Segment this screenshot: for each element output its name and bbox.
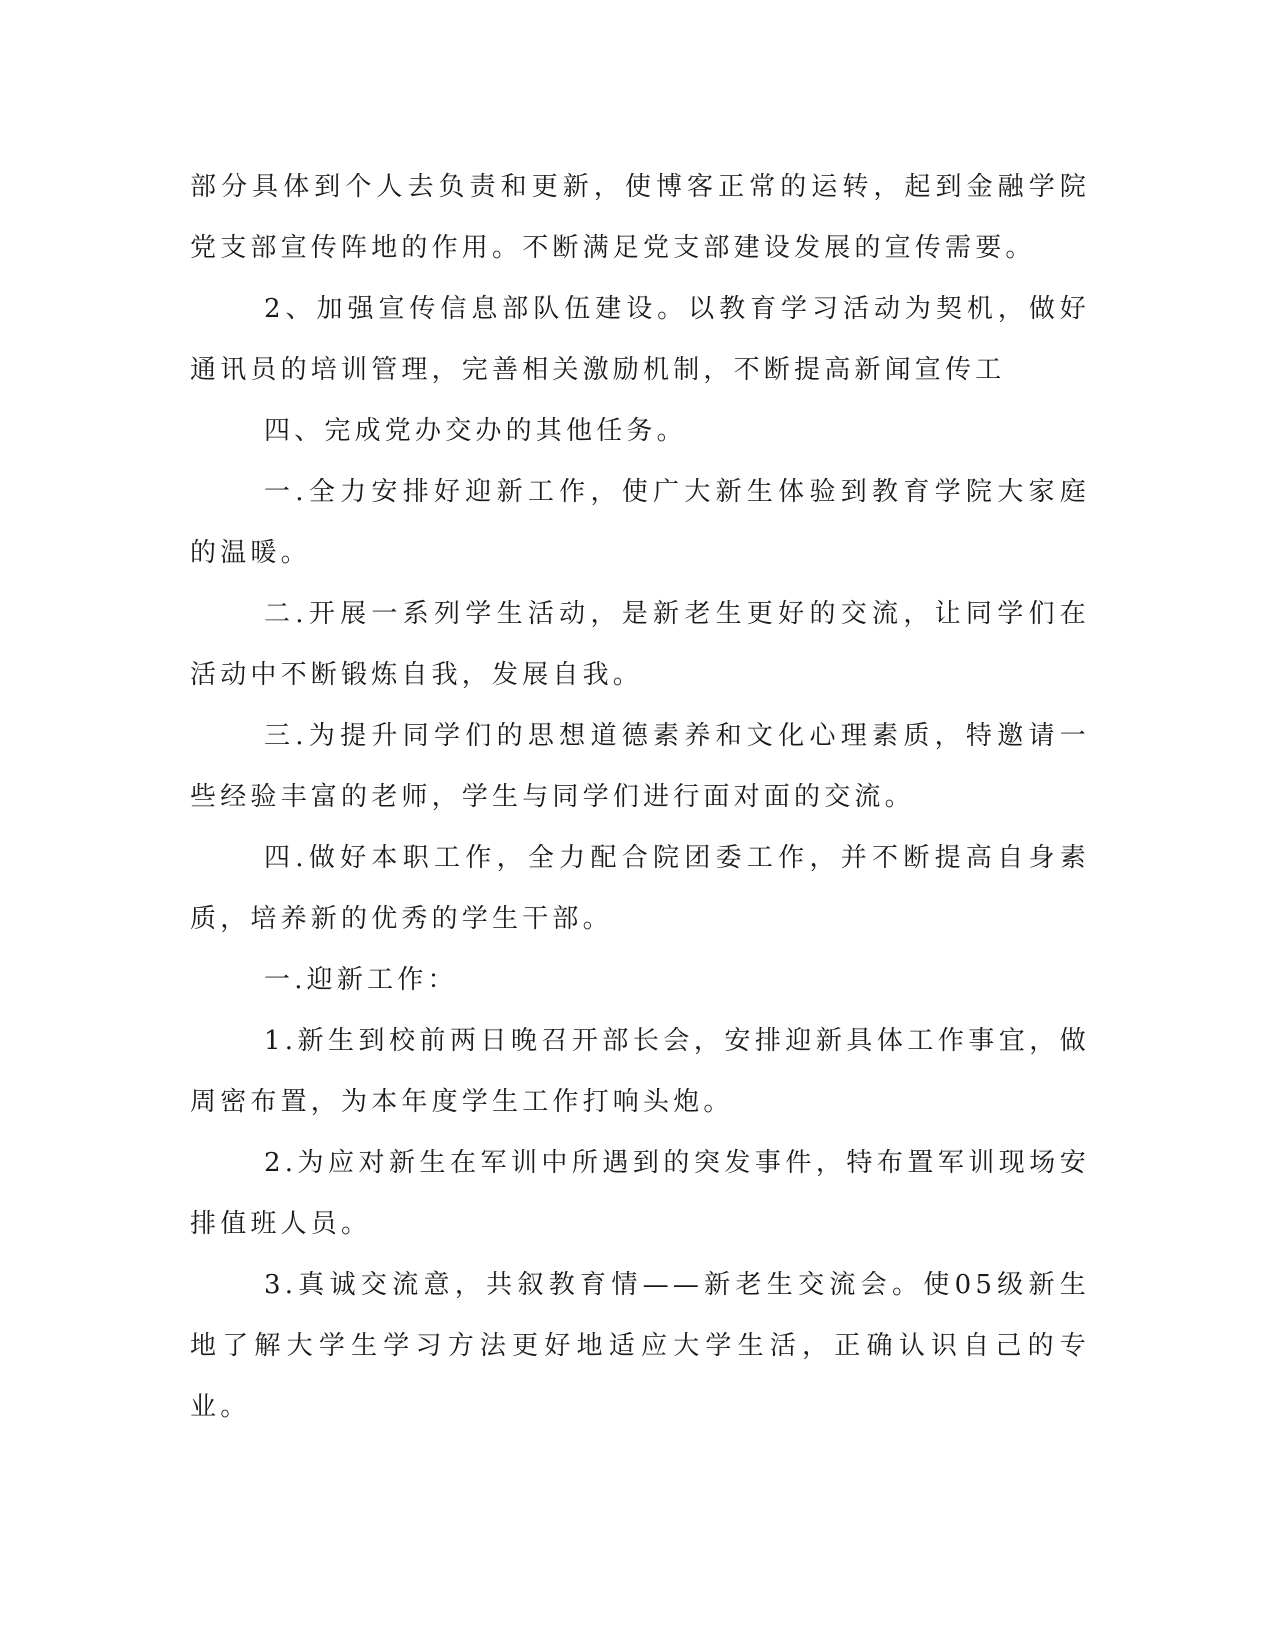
paragraph-4: 一.全力安排好迎新工作，使广大新生体验到教育学院大家庭的温暖。 xyxy=(190,477,1090,568)
paragraph-8: 一.迎新工作： xyxy=(264,965,458,995)
paragraph-1: 部分具体到个人去负责和更新，使博客正常的运转，起到金融学院党支部宣传阵地的作用。不断满足党支部建设发展的宣传需要。 xyxy=(190,172,1090,263)
paragraph-7: 四.做好本职工作，全力配合院团委工作，并不断提高自身素质，培养新的优秀的学生干部。 xyxy=(190,843,1090,934)
paragraph-9: 1.新生到校前两日晚召开部长会，安排迎新具体工作事宜，做周密布置，为本年度学生工作打响头炮。 xyxy=(190,1026,1090,1117)
paragraph-11: 3.真诚交流意，共叙教育情——新老生交流会。使05级新生地了解大学生学习方法更好地适应大学生活，正确认识自己的专业。 xyxy=(190,1270,1090,1422)
paragraph-2: 2、加强宣传信息部队伍建设。以教育学习活动为契机，做好通讯员的培训管理，完善相关激励机制，不断提高新闻宣传工 xyxy=(190,294,1090,385)
document-body xyxy=(190,157,1090,1438)
paragraph-10: 2.为应对新生在军训中所遇到的突发事件，特布置军训现场安排值班人员。 xyxy=(190,1148,1090,1239)
paragraph-6: 三.为提升同学们的思想道德素养和文化心理素质，特邀请一些经验丰富的老师，学生与同学们进行面对面的交流。 xyxy=(190,721,1090,812)
paragraph-3: 四、完成党办交办的其他任务。 xyxy=(264,416,687,446)
paragraph-5: 二.开展一系列学生活动，是新老生更好的交流，让同学们在活动中不断锻炼自我，发展自我。 xyxy=(190,599,1090,690)
